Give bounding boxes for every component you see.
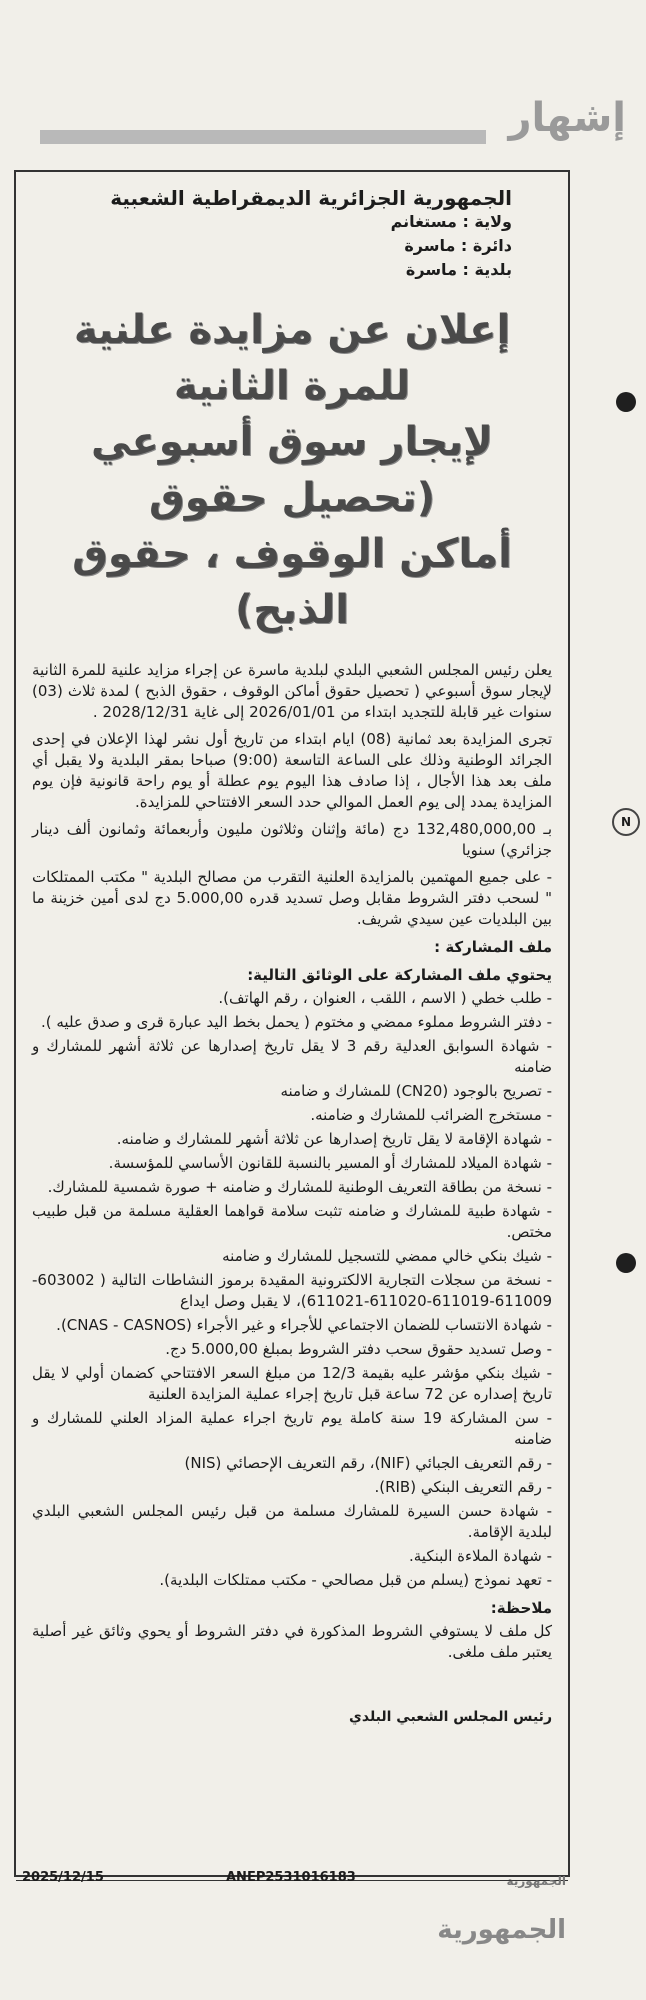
list-item: - شهادة الانتساب للضمان الاجتماعي للأجراء و غير الأجراء (CNAS - CASNOS). [56, 1316, 552, 1334]
list-item: - وصل تسديد حقوق سحب دفتر الشروط بمبلغ 5.000,00 دج. [165, 1340, 552, 1358]
list-item: - شهادة الملاءة البنكية. [409, 1547, 552, 1565]
compass-icon: N [612, 808, 640, 836]
authority-line: الجمهورية الجزائرية الديمقراطية الشعبية [110, 186, 512, 210]
intro-paragraph: بـ 132,480,000,00 دج (مائة وإثنان وثلاثون مليون وأربعمائة وثمانون ألف دينار جزائري) سنويا [32, 820, 552, 859]
headline [32, 302, 552, 638]
newspaper-logo-small: الجمهورية [506, 1874, 566, 1888]
list-item: - مستخرج الضرائب للمشارك و ضامنه. [310, 1106, 552, 1124]
list-item: - طلب خطي ( الاسم ، اللقب ، العنوان ، رقم الهاتف). [218, 989, 552, 1007]
list-item: - شيك بنكي مؤشر عليه بقيمة 12/3 من مبلغ السعر الافتتاحي كضمان أولي لا يقل تاريخ إصداره عن 72 ساعة قبل تاريخ إجراء عملية المزايدة العلنية [32, 1364, 552, 1403]
authority-line: دائرة : ماسرة [404, 236, 512, 255]
punch-hole-icon [616, 1253, 636, 1273]
publication-date: 2025/12/15 [22, 1870, 104, 1885]
document-list [32, 988, 552, 1591]
header-rule [40, 130, 486, 144]
list-item: - نسخة من بطاقة التعريف الوطنية للمشارك و ضامنه + صورة شمسية للمشارك. [47, 1178, 552, 1196]
reference-number: ANEP2531016183 [226, 1870, 356, 1885]
note-text: كل ملف لا يستوفي الشروط المذكورة في دفتر الشروط أو يحوي وثائق غير أصلية يعتبر ملف ملغى. [32, 1622, 552, 1661]
newspaper-logo: الجمهورية [437, 1915, 566, 1945]
list-item: - تعهد نموذج (يسلم من قبل مصالحي - مكتب ممتلكات البلدية). [159, 1571, 552, 1589]
signature: رئيس المجلس الشعبي البلدي [349, 1709, 552, 1725]
headline-line: إعلان عن مزايدة علنية للمرة الثانية [73, 307, 511, 409]
file-section-subtitle: يحتوي ملف المشاركة على الوثائق التالية: [247, 966, 552, 984]
authority-line: ولاية : مستغانم [390, 212, 512, 231]
page-header [0, 95, 646, 155]
list-item: - شهادة الميلاد للمشارك أو المسير بالنسبة للقانون الأساسي للمؤسسة. [108, 1154, 552, 1172]
intro-paragraph: - على جميع المهتمين بالمزايدة العلنية التقرب من مصالح البلدية " مكتب الممتلكات " لسحب دفتر الشروط مقابل وصل تسديد قدره 5.000,00 دج لدى أمين خزينة ما بين البلديات عين سيدي شريف. [32, 868, 552, 928]
announcement-frame [14, 170, 570, 1877]
list-item: - شهادة طبية للمشارك و ضامنه تثبت سلامة قواهما العقلية مسلمة من قبل طبيب مختص. [32, 1202, 552, 1241]
list-item: - شهادة الإقامة لا يقل تاريخ إصدارها عن ثلاثة أشهر للمشارك و ضامنه. [116, 1130, 552, 1148]
list-item: - نسخة من سجلات التجارية الالكترونية المقيدة برموز النشاطات التالية ( 603002-611009-611019-611020-611021)، لا يقبل وصل ايداع [32, 1271, 552, 1310]
list-item: - شيك بنكي خالي ممضي للتسجيل للمشارك و ضامنه [222, 1247, 552, 1265]
header-title: إشهار [508, 95, 626, 141]
file-section-title: ملف المشاركة : [434, 938, 552, 956]
authority-block [32, 186, 552, 282]
headline-line: لإيجار سوق أسبوعي (تحصيل حقوق [91, 419, 493, 521]
list-item: - سن المشاركة 19 سنة كاملة يوم تاريخ اجراء عملية المزاد العلني للمشارك و ضامنه [32, 1409, 552, 1448]
note-title: ملاحظة: [490, 1599, 552, 1617]
intro-paragraph: تجرى المزايدة بعد ثمانية (08) ايام ابتداء من تاريخ أول نشر لهذا الإعلان في إحدى الجرائد الوطنية وذلك على الساعة التاسعة (9:00) صباحا بمقر البلدية ولا يقبل أي ملف بعد هذا الأجال ، إذا صادف هذا اليوم يوم عطلة أو يوم راحة قانونية فإن يوم المزايدة يمدد إلى يوم العمل الموالي حدد السعر الافتتاحي للمزايدة. [32, 730, 552, 811]
punch-hole-icon [616, 392, 636, 412]
authority-line: بلدية : ماسرة [405, 260, 512, 279]
list-item: - شهادة حسن السيرة للمشارك مسلمة من قبل رئيس المجلس الشعبي البلدي لبلدية الإقامة. [32, 1502, 552, 1541]
list-item: - تصريح بالوجود (CN20) للمشارك و ضامنه [280, 1082, 552, 1100]
list-item: - رقم التعريف البنكي (RIB). [374, 1478, 552, 1496]
list-item: - شهادة السوابق العدلية رقم 3 لا يقل تاريخ إصدارها عن ثلاثة أشهر للمشارك و ضامنه [32, 1037, 552, 1076]
list-item: - دفتر الشروط مملوء ممضي و مختوم ( يحمل بخط اليد عبارة قرى و صدق عليه ). [41, 1013, 552, 1031]
list-item: - رقم التعريف الجبائي (NIF)، رقم التعريف الإحصائي (NIS) [184, 1454, 552, 1472]
headline-line: أماكن الوقوف ، حقوق الذبح) [72, 531, 512, 633]
intro-paragraph: يعلن رئيس المجلس الشعبي البلدي لبلدية ماسرة عن إجراء مزايد علنية للمرة الثانية لإيجار سوق أسبوعي ( تحصيل حقوق أماكن الوقوف ، حقوق الذبح ) لمدة ثلاث (03) سنوات غير قابلة للتجديد ابتداء من 2026/01/01 إلى غاية 2028/12/31 . [32, 661, 552, 721]
